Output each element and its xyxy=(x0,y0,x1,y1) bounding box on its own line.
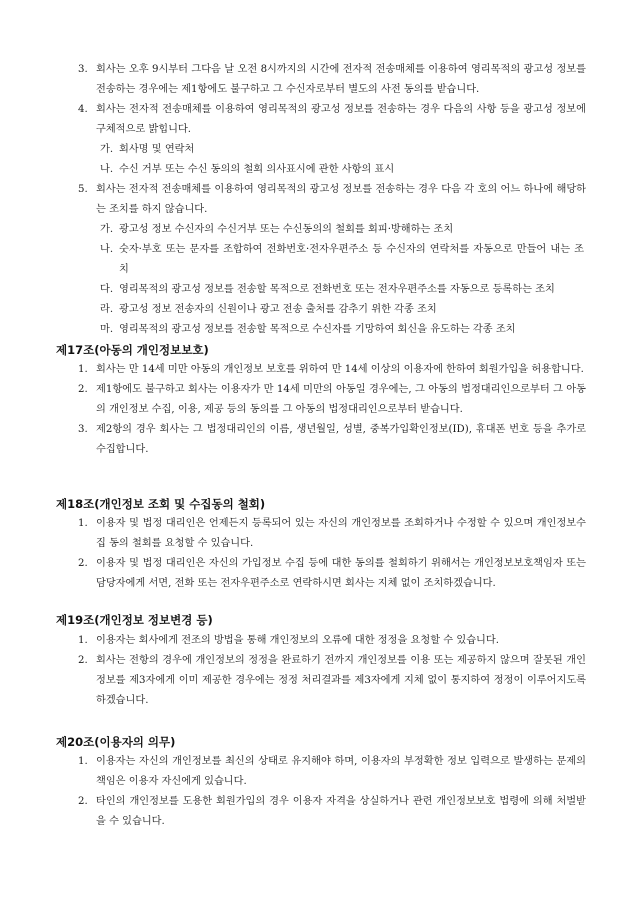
item-text: 회사는 만 14세 미만 아동의 개인정보 보호를 위하여 만 14세 이상의 이용자에 한하여 회원가입을 허용합니다. xyxy=(96,364,584,375)
list-item xyxy=(0,631,636,651)
list-item xyxy=(0,100,636,140)
item-number: 2. xyxy=(78,558,88,569)
item-text: 회사는 전자적 전송매체를 이용하여 영리목적의 광고성 정보를 전송하는 경우 다음의 사항 등을 광고성 정보에 구체적으로 밝힙니다. xyxy=(96,104,586,135)
section-list xyxy=(0,631,636,711)
sub-item-text: 수신 거부 또는 수신 동의의 철회 의사표시에 관한 사항의 표시 xyxy=(119,164,395,175)
item-number: 5. xyxy=(78,184,88,195)
sub-item-number: 나. xyxy=(100,164,114,175)
sub-item-text: 광고성 정보 전송자의 신원이나 광고 전송 출처를 감추기 위한 각종 조치 xyxy=(119,304,437,315)
item-number: 1. xyxy=(78,364,88,375)
list-item xyxy=(0,752,636,792)
sub-item-number: 가. xyxy=(100,224,114,235)
item-text: 회사는 전자적 전송매체를 이용하여 영리목적의 광고성 정보를 전송하는 경우 다음 각 호의 어느 하나에 해당하는 조치를 하지 않습니다. xyxy=(96,184,586,215)
item-text: 이용자 및 법정 대리인은 자신의 가입정보 수집 등에 대한 동의를 철회하기 위해서는 개인정보보호책임자 또는 담당자에게 서면, 전화 또는 전자우편주소로 연락하시면 회사는 지체 없이 조치하겠습니다. xyxy=(96,558,586,589)
sub-list-item xyxy=(0,300,636,320)
sub-list-item xyxy=(0,320,636,340)
sub-item-text: 회사명 및 연락처 xyxy=(119,144,195,155)
section-list xyxy=(0,514,636,594)
list-item xyxy=(0,360,636,380)
item-number: 1. xyxy=(78,518,88,529)
item-number: 2. xyxy=(78,655,88,666)
sub-list-item xyxy=(0,280,636,300)
sub-list-item xyxy=(0,160,636,180)
sub-item-text: 영리목적의 광고성 정보를 전송할 목적으로 전화번호 또는 전자우편주소를 자동으로 등록하는 조치 xyxy=(119,284,555,295)
list-item xyxy=(0,60,636,100)
sub-item-number: 라. xyxy=(100,304,114,315)
sub-item-number: 가. xyxy=(100,144,114,155)
section-list xyxy=(0,752,636,832)
section-heading: 제19조(개인정보 정보변경 등) xyxy=(56,613,213,627)
sub-list-item xyxy=(0,220,636,240)
list-item xyxy=(0,380,636,420)
list-item xyxy=(0,180,636,220)
item-text: 타인의 개인정보를 도용한 회원가입의 경우 이용자 자격을 상실하거나 관련 개인정보보호 법령에 의해 처벌받을 수 있습니다. xyxy=(96,796,586,827)
sub-list-item xyxy=(0,140,636,160)
list-item xyxy=(0,651,636,711)
list-item xyxy=(0,554,636,594)
item-text: 회사는 전항의 경우에 개인정보의 정정을 완료하기 전까지 개인정보를 이용 또는 제공하지 않으며 잘못된 개인정보를 제3자에게 이미 제공한 경우에는 정정 처리결과를 제3자에게 지체 없이 통지하여 정정이 이루어지도록 하겠습니다. xyxy=(96,655,586,706)
sub-item-number: 나. xyxy=(100,244,114,255)
item-number: 4. xyxy=(78,104,88,115)
section-heading: 제17조(아동의 개인정보보호) xyxy=(56,343,209,357)
item-text: 이용자는 회사에게 전조의 방법을 통해 개인정보의 오류에 대한 정정을 요청할 수 있습니다. xyxy=(96,635,499,646)
sub-item-text: 영리목적의 광고성 정보를 전송할 목적으로 수신자를 기망하여 회신을 유도하는 각종 조치 xyxy=(119,324,516,335)
item-number: 1. xyxy=(78,635,88,646)
section-list xyxy=(0,360,636,460)
item-text: 이용자 및 법정 대리인은 언제든지 등록되어 있는 자신의 개인정보를 조회하거나 수정할 수 있으며 개인정보수집 동의 철회를 요청할 수 있습니다. xyxy=(96,518,586,549)
item-number: 2. xyxy=(78,796,88,807)
section-heading: 제20조(이용자의 의무) xyxy=(56,735,176,749)
list-item xyxy=(0,420,636,460)
list-item xyxy=(0,514,636,554)
list-item xyxy=(0,792,636,832)
sub-item-text: 숫자·부호 또는 문자를 조합하여 전화번호·전자우편주소 등 수신자의 연락처를 자동으로 만들어 내는 조치 xyxy=(119,244,584,275)
item-number: 1. xyxy=(78,756,88,767)
item-text: 회사는 오후 9시부터 그다음 날 오전 8시까지의 시간에 전자적 전송매체를 이용하여 영리목적의 광고성 정보를 전송하는 경우에는 제1항에도 불구하고 그 수신자로부터 별도의 사전 동의를 받습니다. xyxy=(96,64,586,95)
item-text: 제2항의 경우 회사는 그 법정대리인의 이름, 생년월일, 성별, 중복가입확인정보(ID), 휴대폰 번호 등을 추가로 수집합니다. xyxy=(96,424,586,455)
sub-list-item xyxy=(0,240,636,280)
item-text: 이용자는 자신의 개인정보를 최신의 상태로 유지해야 하며, 이용자의 부정확한 정보 입력으로 발생하는 문제의 책임은 이용자 자신에게 있습니다. xyxy=(96,756,586,787)
item-number: 2. xyxy=(78,384,88,395)
sub-item-text: 광고성 정보 수신자의 수신거부 또는 수신동의의 철회를 회피·방해하는 조치 xyxy=(119,224,454,235)
sub-item-number: 마. xyxy=(100,324,114,335)
sub-item-number: 다. xyxy=(100,284,114,295)
item-text: 제1항에도 불구하고 회사는 이용자가 만 14세 미만의 아동일 경우에는, 그 아동의 법정대리인으로부터 그 아동의 개인정보 수집, 이용, 제공 등의 동의를 그 아동의 법정대리인으로부터 받습니다. xyxy=(96,384,586,415)
section-heading: 제18조(개인정보 조회 및 수집동의 철회) xyxy=(56,497,266,511)
item-number: 3. xyxy=(78,424,88,435)
intro-list xyxy=(0,60,636,340)
item-number: 3. xyxy=(78,64,88,75)
